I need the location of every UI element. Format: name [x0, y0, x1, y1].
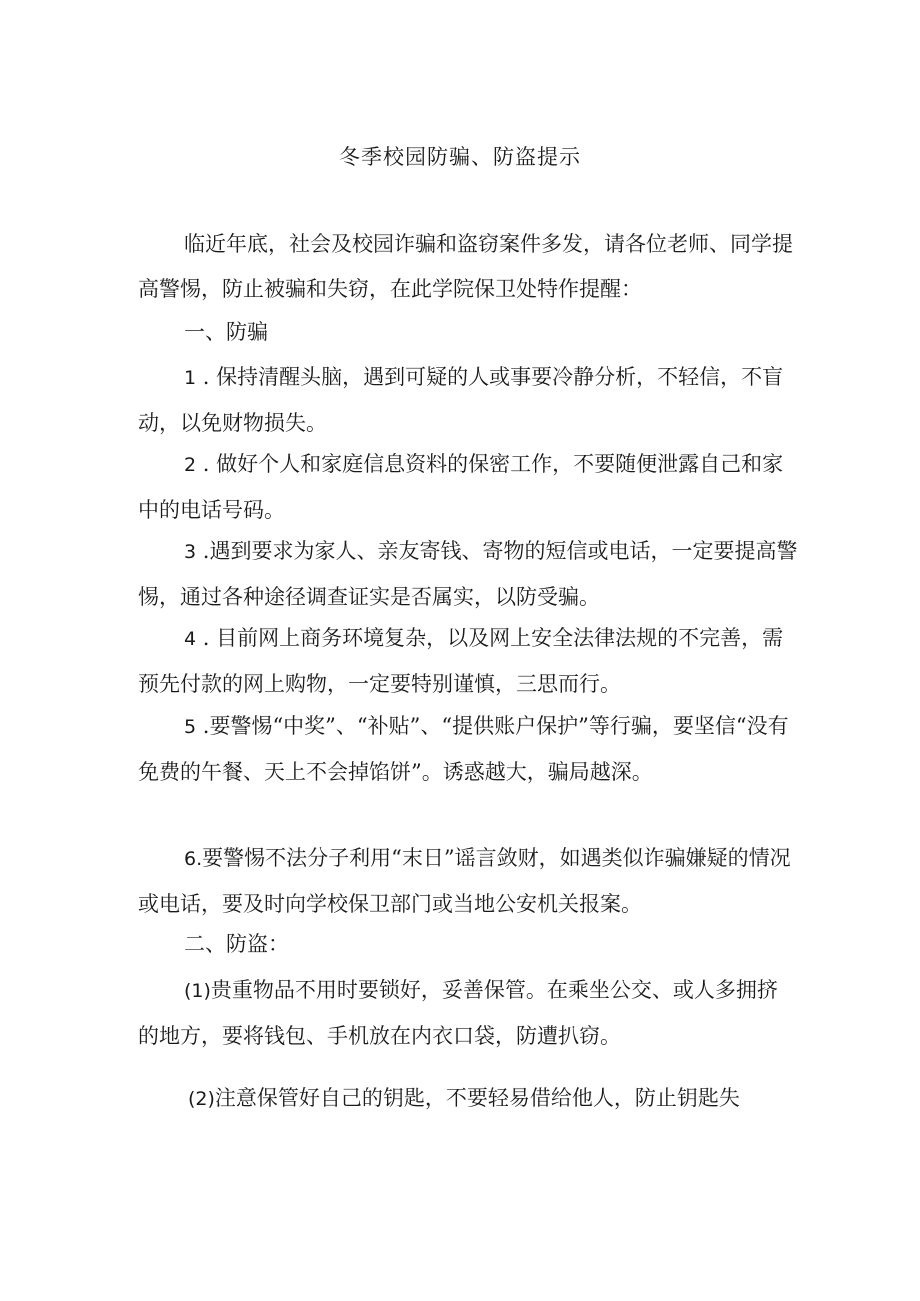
item-text: 要警惕不法分子利用“末日”谣言敛财，如遇类似诈骗嫌疑的情况或电话，要及时向学校保卫部门或当地公安机关报案。 — [138, 846, 791, 916]
fraud-item-2 — [138, 442, 798, 533]
fraud-item-3 — [138, 529, 798, 620]
section-heading-anti-theft: 二、防盗： — [184, 932, 289, 956]
intro-paragraph: 临近年底，社会及校园诈骗和盗窃案件多发，请各位老师、同学提高警惕，防止被骗和失窃，在此学院保卫处特作提醒： — [138, 232, 793, 301]
item-number: 6. — [184, 848, 203, 870]
item-text: . 做好个人和家庭信息资料的保密工作，不要随便泄露自己和家中的电话号码。 — [138, 452, 784, 522]
fraud-item-4 — [138, 616, 798, 707]
item-number: (2) — [188, 1088, 215, 1110]
item-number: 1 — [184, 367, 197, 389]
item-text: 注意保管好自己的钥匙，不要轻易借给他人，防止钥匙失 — [214, 1086, 740, 1110]
item-number: (1) — [184, 980, 211, 1002]
theft-item-1 — [138, 968, 798, 1059]
fraud-item-1 — [138, 355, 798, 446]
item-text: 贵重物品不用时要锁好，妥善保管。在乘坐公交、或人多拥挤的地方，要将钱包、手机放在内衣口袋，防遭扒窃。 — [138, 978, 778, 1048]
section-heading-anti-fraud: 一、防骗 — [184, 320, 268, 344]
item-number: 3 — [184, 541, 197, 563]
theft-item-2 — [142, 1076, 802, 1122]
item-number: 4 — [184, 628, 197, 650]
item-text: . 目前网上商务环境复杂，以及网上安全法律法规的不完善，需预先付款的网上购物，一定要特别谨慎，三思而行。 — [138, 626, 784, 696]
item-text: .要警惕“中奖”、“补贴”、“提供账户保护”等行骗，要坚信“没有免费的午餐、天上不会掉馅饼”。诱惑越大，骗局越深。 — [138, 714, 789, 784]
item-text: . 保持清醒头脑，遇到可疑的人或事要冷静分析，不轻信，不盲动，以免财物损失。 — [138, 365, 784, 435]
item-number: 5 — [184, 716, 197, 738]
fraud-item-6 — [138, 836, 798, 927]
item-text: .遇到要求为家人、亲友寄钱、寄物的短信或电话，一定要提高警惕，通过各种途径调查证实是否属实，以防受骗。 — [138, 539, 798, 609]
fraud-item-5 — [138, 704, 798, 795]
item-number: 2 — [184, 454, 197, 476]
document-title: 冬季校园防骗、防盗提示 — [339, 145, 581, 169]
